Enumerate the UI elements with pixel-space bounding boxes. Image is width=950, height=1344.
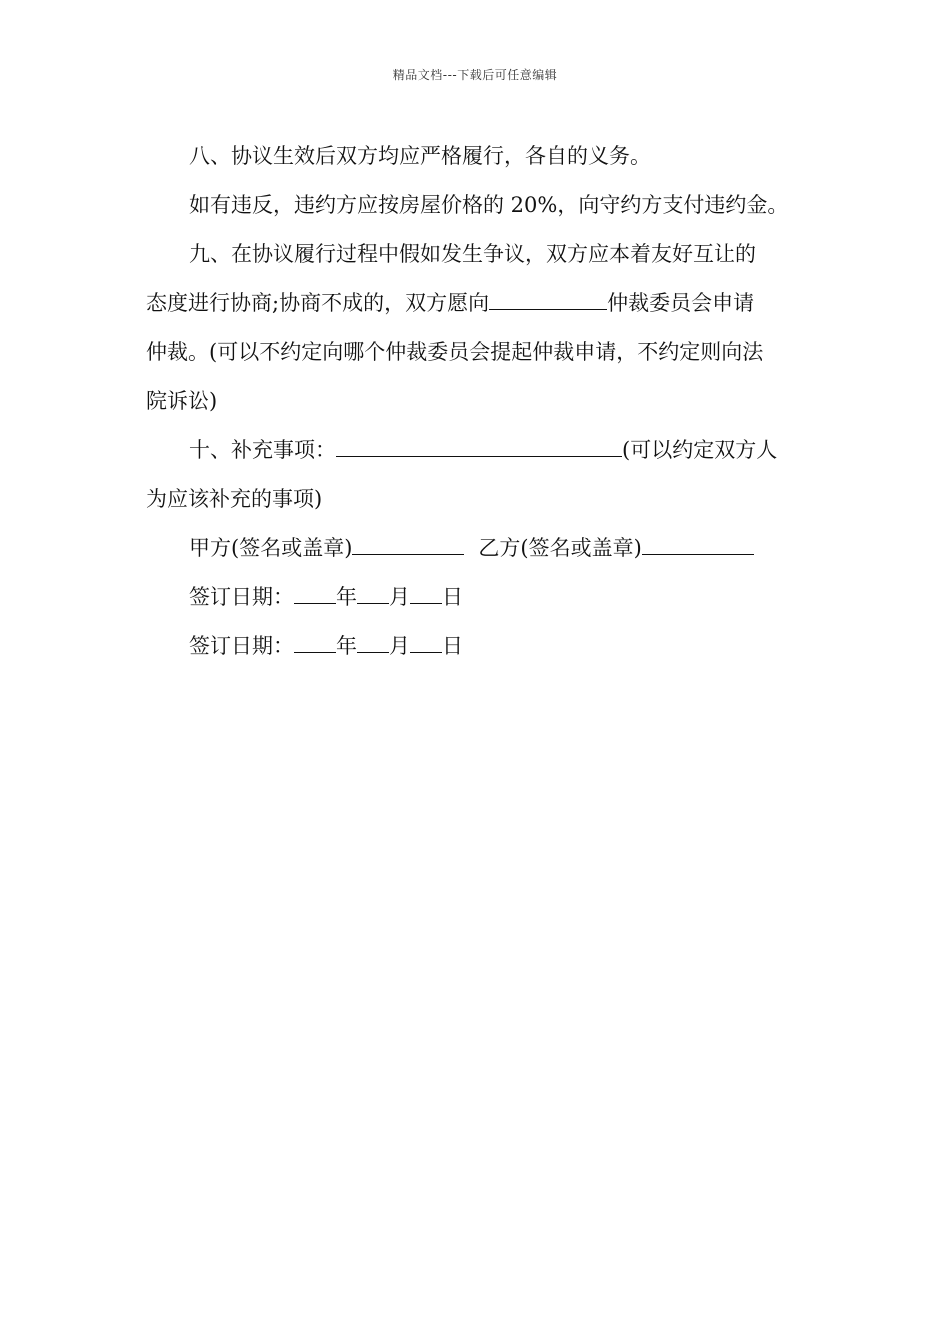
- clause-8-line-1: 八、协议生效后双方均应严格履行，各自的义务。: [189, 144, 651, 168]
- party-a-signature-blank[interactable]: [352, 553, 464, 555]
- clause-10-line-1: [146, 426, 810, 475]
- clause-9-line-4: 院诉讼): [146, 389, 218, 413]
- party-b-signature-blank[interactable]: [642, 553, 754, 555]
- party-a-label: 甲方(签名或盖章): [189, 536, 353, 560]
- month-blank[interactable]: [357, 651, 389, 653]
- clause-10-line-2: 为应该补充的事项): [146, 487, 323, 511]
- clause-8-line-2: 如有违反，违约方应按房屋价格的 20%，向守约方支付违约金。: [189, 193, 789, 217]
- day-label: 日: [442, 585, 463, 609]
- clause-9-line-3: 仲裁。(可以不约定向哪个仲裁委员会提起仲裁申请，不约定则向法: [146, 340, 764, 364]
- supplementary-items-blank[interactable]: [336, 455, 622, 457]
- month-label: 月: [389, 634, 410, 658]
- clause-10-note: (可以约定双方人: [622, 438, 778, 462]
- month-blank[interactable]: [357, 602, 389, 604]
- document-body: [146, 132, 810, 671]
- signing-date-line-1: [146, 573, 810, 622]
- clause-10-label: 十、补充事项：: [189, 438, 336, 462]
- clause-9-line-2-text: 态度进行协商;协商不成的，双方愿向: [146, 291, 490, 315]
- clause-9-line-2: [146, 279, 810, 328]
- page-header: 精品文档---下载后可任意编辑: [392, 68, 558, 82]
- day-label: 日: [442, 634, 463, 658]
- party-b-label: 乙方(签名或盖章): [478, 536, 642, 560]
- day-blank[interactable]: [410, 602, 442, 604]
- arbitration-commission-blank[interactable]: [489, 308, 607, 310]
- year-label: 年: [336, 634, 357, 658]
- year-blank[interactable]: [294, 651, 336, 653]
- month-label: 月: [389, 585, 410, 609]
- signing-date-label: 签订日期：: [189, 634, 294, 658]
- clause-9-line-2-tail: 仲裁委员会申请: [607, 291, 755, 315]
- signing-date-line-2: [146, 622, 810, 671]
- day-blank[interactable]: [410, 651, 442, 653]
- signature-line: [146, 524, 810, 573]
- year-label: 年: [336, 585, 357, 609]
- year-blank[interactable]: [294, 602, 336, 604]
- signing-date-label: 签订日期：: [189, 585, 294, 609]
- clause-9-line-1: 九、在协议履行过程中假如发生争议，双方应本着友好互让的: [189, 242, 756, 266]
